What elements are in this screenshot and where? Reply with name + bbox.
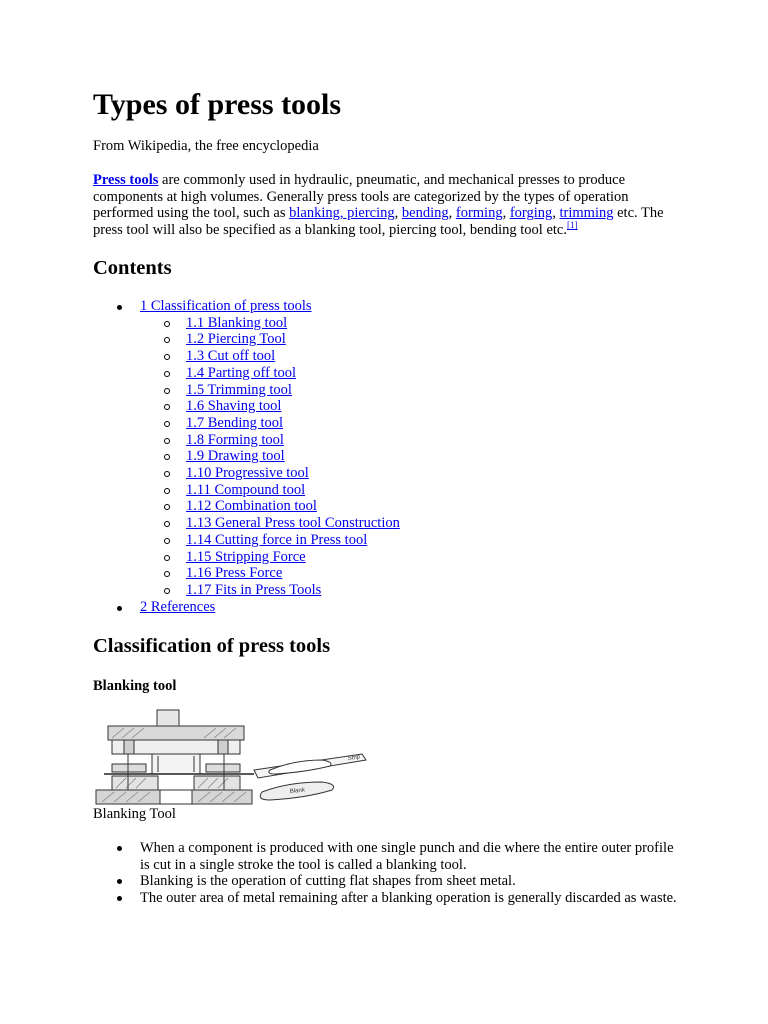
- intro-separator: ,: [394, 205, 402, 222]
- toc-item: [93, 515, 593, 532]
- toc-item: [93, 448, 593, 465]
- disc-bullet-icon: [117, 896, 122, 901]
- circle-bullet-icon: [164, 354, 170, 360]
- circle-bullet-icon: [164, 538, 170, 544]
- blanking-bullets: [93, 840, 683, 907]
- intro-paragraph: [93, 172, 683, 238]
- disc-bullet-icon: [117, 305, 122, 310]
- blanking-tool-drawing: [94, 708, 369, 808]
- toc-item: [93, 532, 593, 549]
- toc-item: [93, 398, 593, 415]
- reference-link-1[interactable]: [1]: [566, 219, 578, 230]
- toc-link[interactable]: 1.9 Drawing tool: [186, 448, 285, 465]
- circle-bullet-icon: [164, 438, 170, 444]
- toc-item: [93, 331, 593, 348]
- toc-link[interactable]: 1.15 Stripping Force: [186, 548, 306, 565]
- toc-link[interactable]: 1.10 Progressive tool: [186, 465, 309, 482]
- toc-link[interactable]: 1.11 Compound tool: [186, 481, 306, 498]
- contents-heading: Contents: [93, 257, 172, 279]
- bullet-text: Blanking is the operation of cutting flat shapes from sheet metal.: [140, 873, 516, 890]
- list-item: [93, 890, 683, 907]
- circle-bullet-icon: [164, 471, 170, 477]
- toc-item: [93, 582, 593, 599]
- circle-bullet-icon: [164, 454, 170, 460]
- list-item: [93, 873, 683, 890]
- circle-bullet-icon: [164, 404, 170, 410]
- circle-bullet-icon: [164, 504, 170, 510]
- toc-item: [93, 348, 593, 365]
- intro-text-1: are commonly used in hydraulic, pneumatic, and mechanical presses to produce components at high volumes. Generally press tools are categorized by the types of operation performed using the tool, such as: [93, 172, 629, 222]
- toc-link[interactable]: 1.5 Trimming tool: [186, 381, 292, 398]
- intro-separator: ,: [552, 205, 560, 222]
- intro-separator: ,: [448, 205, 456, 222]
- intro-separator: ,: [502, 205, 510, 222]
- disc-bullet-icon: [117, 879, 122, 884]
- figure-label-strip: Strip: [347, 754, 361, 762]
- toc-link[interactable]: 1.16 Press Force: [186, 565, 283, 582]
- blanking-tool-figure: [94, 708, 369, 808]
- list-item: [93, 840, 683, 873]
- source-line: From Wikipedia, the free encyclopedia: [93, 138, 319, 154]
- toc-link[interactable]: 1.7 Bending tool: [186, 414, 284, 431]
- toc-link[interactable]: 1.17 Fits in Press Tools: [186, 581, 322, 598]
- toc-link[interactable]: 1.6 Shaving tool: [186, 398, 282, 415]
- link-forging[interactable]: forging: [509, 205, 553, 222]
- circle-bullet-icon: [164, 337, 170, 343]
- toc-item: [93, 599, 593, 616]
- link-trimming[interactable]: trimming: [559, 205, 614, 222]
- circle-bullet-icon: [164, 321, 170, 327]
- section-heading-classification: Classification of press tools: [93, 635, 331, 657]
- intro-text-2: etc. The press tool will also be specified as a blanking tool, piercing tool, bending tool etc.: [93, 205, 664, 238]
- toc-item: [93, 365, 593, 382]
- toc-item: [93, 482, 593, 499]
- circle-bullet-icon: [164, 421, 170, 427]
- toc-item: [93, 549, 593, 566]
- figure-caption: Blanking Tool: [93, 806, 176, 822]
- toc-link[interactable]: 1.8 Forming tool: [186, 431, 284, 448]
- toc-link[interactable]: 1.13 General Press tool Construction: [186, 515, 400, 532]
- toc-item: [93, 432, 593, 449]
- toc-link[interactable]: 1.14 Cutting force in Press tool: [186, 531, 368, 548]
- toc-link[interactable]: 1.12 Combination tool: [186, 498, 317, 515]
- circle-bullet-icon: [164, 555, 170, 561]
- toc-link[interactable]: 1.1 Blanking tool: [186, 314, 288, 331]
- toc-link[interactable]: 1.2 Piercing Tool: [186, 331, 286, 348]
- circle-bullet-icon: [164, 488, 170, 494]
- page-title: Types of press tools: [93, 88, 342, 121]
- bullet-text: When a component is produced with one single punch and die where the entire outer profile is cut in a single stroke the tool is called a blanking tool.: [140, 840, 674, 873]
- bullet-text: The outer area of metal remaining after a blanking operation is generally discarded as waste.: [140, 890, 677, 907]
- toc-item: [93, 315, 593, 332]
- circle-bullet-icon: [164, 388, 170, 394]
- subsection-heading-blanking-tool: Blanking tool: [93, 678, 177, 694]
- toc-item: [93, 415, 593, 432]
- circle-bullet-icon: [164, 371, 170, 377]
- toc-link[interactable]: 1.3 Cut off tool: [186, 348, 276, 365]
- toc-link[interactable]: 1 Classification of press tools: [140, 298, 312, 314]
- toc-item: [93, 498, 593, 515]
- table-of-contents: [93, 298, 593, 615]
- toc-item: [93, 298, 593, 315]
- toc-item: [93, 382, 593, 399]
- toc-item: [93, 565, 593, 582]
- link-forming[interactable]: forming: [455, 205, 503, 222]
- link-blanking-piercing[interactable]: blanking, piercing: [289, 205, 395, 222]
- link-bending[interactable]: bending: [401, 205, 449, 222]
- toc-item: [93, 465, 593, 482]
- circle-bullet-icon: [164, 571, 170, 577]
- circle-bullet-icon: [164, 521, 170, 527]
- figure-label-blank: Blank: [289, 787, 306, 795]
- disc-bullet-icon: [117, 846, 122, 851]
- toc-link[interactable]: 1.4 Parting off tool: [186, 364, 297, 381]
- circle-bullet-icon: [164, 588, 170, 594]
- disc-bullet-icon: [117, 606, 122, 611]
- link-press-tools[interactable]: Press tools: [93, 172, 159, 188]
- toc-link[interactable]: 2 References: [140, 598, 216, 615]
